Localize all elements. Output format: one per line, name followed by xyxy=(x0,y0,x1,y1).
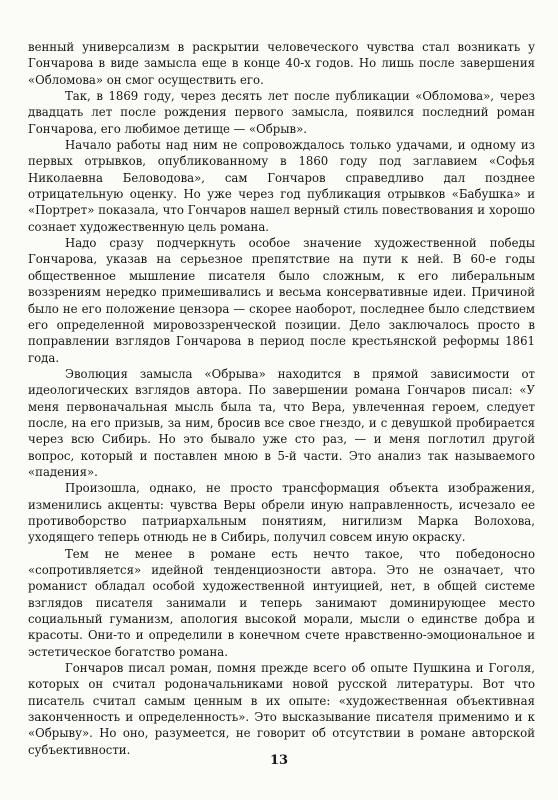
paragraph-2: Так, в 1869 году, через десять лет после публикации «Обломова», через двадцать лет после рождения первого замысла, появился последний роман Гончарова, его любимое детище — «Обрыв». xyxy=(28,89,535,136)
paragraph-5: Эволюция замысла «Обрыва» находится в прямой зависимости от идеологических взглядов автора. По завершении романа Гончаров писал: «У меня первоначальная мысль была та, что Вера, увлеченная героем, следует после, на его призыв, за ним, бросив все свое гнездо, и с девушкой пробирается через всю Сибирь. Но это бывало уже сто раз, — и меня поглотил другой вопрос, который и поставлен мною в 5-й части. Это анализ так называемого «падения». xyxy=(28,366,535,479)
page-number: 13 xyxy=(269,753,289,768)
paragraph-7: Тем не менее в романе есть нечто такое, что победоносно «сопротивляется» идейной тенденциозности автора. Это не означает, что романист обладал особой художественной интуицией, нет, в общей системе взглядов писателя занимали и теперь занимают доминирующее место социальный гуманизм, апология высокой морали, мысли о единстве добра и красоты. Они-то и определили в конечном счете нравственно-эмоциональное и эстетическое богатство романа. xyxy=(28,546,535,659)
paragraph-8: Гончаров писал роман, помня прежде всего об опыте Пушкина и Гоголя, которых он считал родоначальниками новой русской литературы. Вот что писатель считал самым ценным в их опыте: «художественная объективная законченность и определенность». Это высказывание писателя применимо и к «Обрыву». Но оно, разумеется, не говорит об отсутствии в романе авторской субъективности. xyxy=(28,661,535,757)
paragraph-4: Надо сразу подчеркнуть особое значение художественной победы Гончарова, указав на серьезное препятствие на пути к ней. В 60-е годы общественное мышление писателя было сложным, к его либеральным воззрениям нередко примешивались и весьма консервативные идеи. Причиной было не его положение цензора — скорее наоборот, последнее было следствием его определенной мировоззренческой позиции. Дело заключалось просто в поправлении взглядов Гончарова в период после крестьянской реформы 1861 года. xyxy=(28,236,535,365)
paragraph-1: венный универсализм в раскрытии человеческого чувства стал возникать у Гончарова в виде замысла еще в конце 40-х годов. Но лишь после завершения «Обломова» он смог осуществить его. xyxy=(28,40,535,87)
page-body xyxy=(28,39,535,758)
paragraph-3: Начало работы над ним не сопровождалось только удачами, и одному из первых отрывков, опубликованному в 1860 году под заглавием «Софья Николаевна Беловодова», сам Гончаров справедливо дал позднее отрицательную оценку. Но уже через год публикация отрывков «Бабушка» и «Портрет» показала, что Гончаров нашел верный стиль повествования и хорошо сознает художественную цель романа. xyxy=(28,138,535,234)
paragraph-6: Произошла, однако, не просто трансформация объекта изображения, изменились акценты: чувства Веры обрели иную направленность, исчезало ее противоборство патриархальным понятиям, нигилизм Марка Волохова, уходящего теперь отнюдь не в Сибирь, получил совсем иную окраску. xyxy=(28,481,535,545)
